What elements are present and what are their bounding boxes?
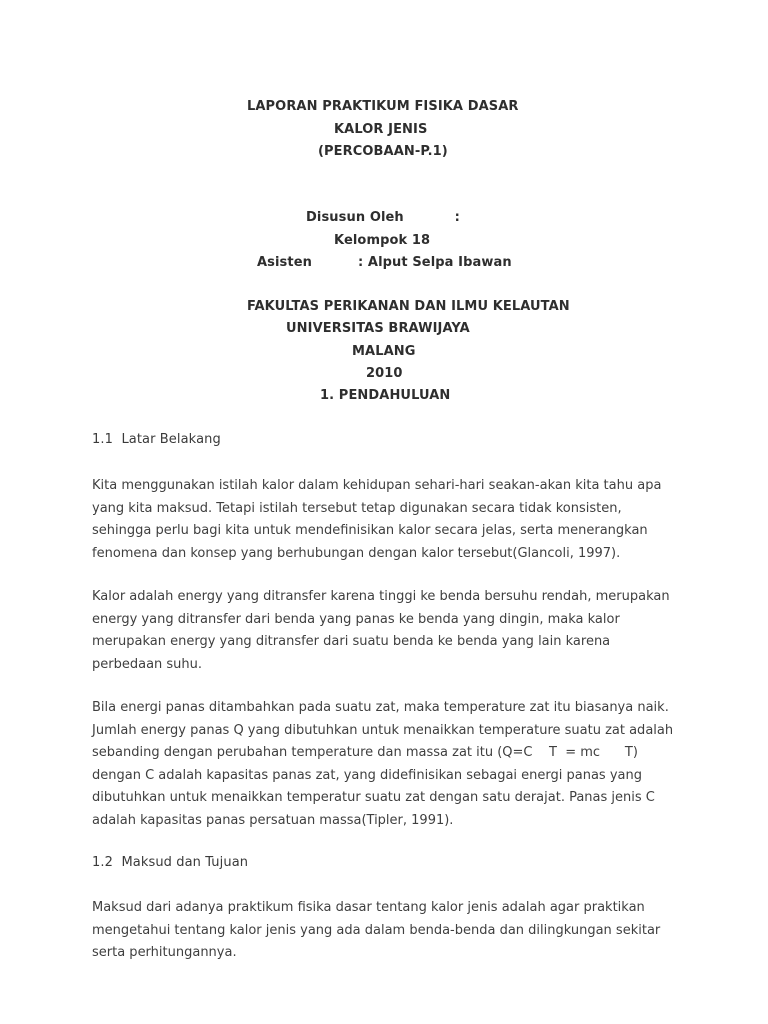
paragraph-line: dibutuhkan untuk menaikkan temperatur suatu zat dengan satu derajat. Panas jenis C (92, 790, 655, 805)
faculty-name: FAKULTAS PERIKANAN DAN ILMU KELAUTAN (247, 299, 570, 314)
author-label: Disusun Oleh : (306, 210, 460, 225)
paragraph-line: Maksud dari adanya praktikum fisika dasar tentang kalor jenis adalah agar praktikan (92, 900, 645, 915)
report-subtitle: KALOR JENIS (334, 122, 428, 137)
paragraph-1 (92, 475, 692, 565)
paragraph-line: mengetahui tentang kalor jenis yang ada dalam benda-benda dan dilingkungan sekitar (92, 922, 661, 938)
paragraph-line: yang kita maksud. Tetapi istilah tersebut tetap digunakan secara tidak konsisten, (92, 500, 622, 516)
paragraph-line: Kalor adalah energy yang ditransfer karena tinggi ke benda bersuhu rendah, merupakan (92, 589, 670, 604)
paragraph-line: dengan C adalah kapasitas panas zat, yang didefinisikan sebagai energi panas yang (92, 767, 642, 783)
paragraph-line: merupakan energy yang ditransfer dari suatu benda ke benda yang lain karena (92, 634, 611, 649)
paragraph-line: adalah kapasitas panas persatuan massa(Tipler, 1991). (92, 812, 454, 828)
paragraph-2 (92, 586, 692, 676)
paragraph-line: fenomena dan konsep yang berhubungan dengan kalor tersebut(Glancoli, 1997). (92, 545, 621, 561)
section-heading-latar-belakang: 1.1 Latar Belakang (92, 432, 221, 447)
chapter-heading: 1. PENDAHULUAN (320, 388, 451, 403)
paragraph-3 (92, 697, 692, 832)
paragraph-line: Bila energi panas ditambahkan pada suatu zat, maka temperature zat itu biasanya naik. (92, 700, 669, 715)
paragraph-line: sebanding dengan perubahan temperature dan massa zat itu (Q=C T = mc T) (92, 745, 638, 760)
assistant-label: Asisten (257, 255, 312, 270)
report-title: LAPORAN PRAKTIKUM FISIKA DASAR (247, 99, 519, 114)
experiment-code: (PERCOBAAN-P.1) (318, 144, 448, 159)
university-name: UNIVERSITAS BRAWIJAYA (286, 321, 470, 336)
group-label: Kelompok 18 (334, 233, 431, 248)
paragraph-line: energy yang ditransfer dari benda yang panas ke benda yang dingin, maka kalor (92, 611, 620, 627)
year: 2010 (366, 366, 403, 381)
paragraph-line: Jumlah energy panas Q yang dibutuhkan untuk menaikkan temperature suatu zat adalah (92, 722, 674, 738)
paragraph-line: Kita menggunakan istilah kalor dalam kehidupan sehari-hari seakan-akan kita tahu apa (92, 478, 662, 493)
paragraph-line: perbedaan suhu. (92, 656, 203, 672)
city-name: MALANG (352, 344, 416, 359)
paragraph-line: sehingga perlu bagi kita untuk mendefinisikan kalor secara jelas, serta menerangkan (92, 523, 648, 538)
assistant-name: : Alput Selpa Ibawan (358, 255, 512, 270)
section-heading-maksud-tujuan: 1.2 Maksud dan Tujuan (92, 855, 249, 870)
paragraph-line: serta perhitungannya. (92, 945, 237, 960)
paragraph-4 (92, 897, 692, 965)
